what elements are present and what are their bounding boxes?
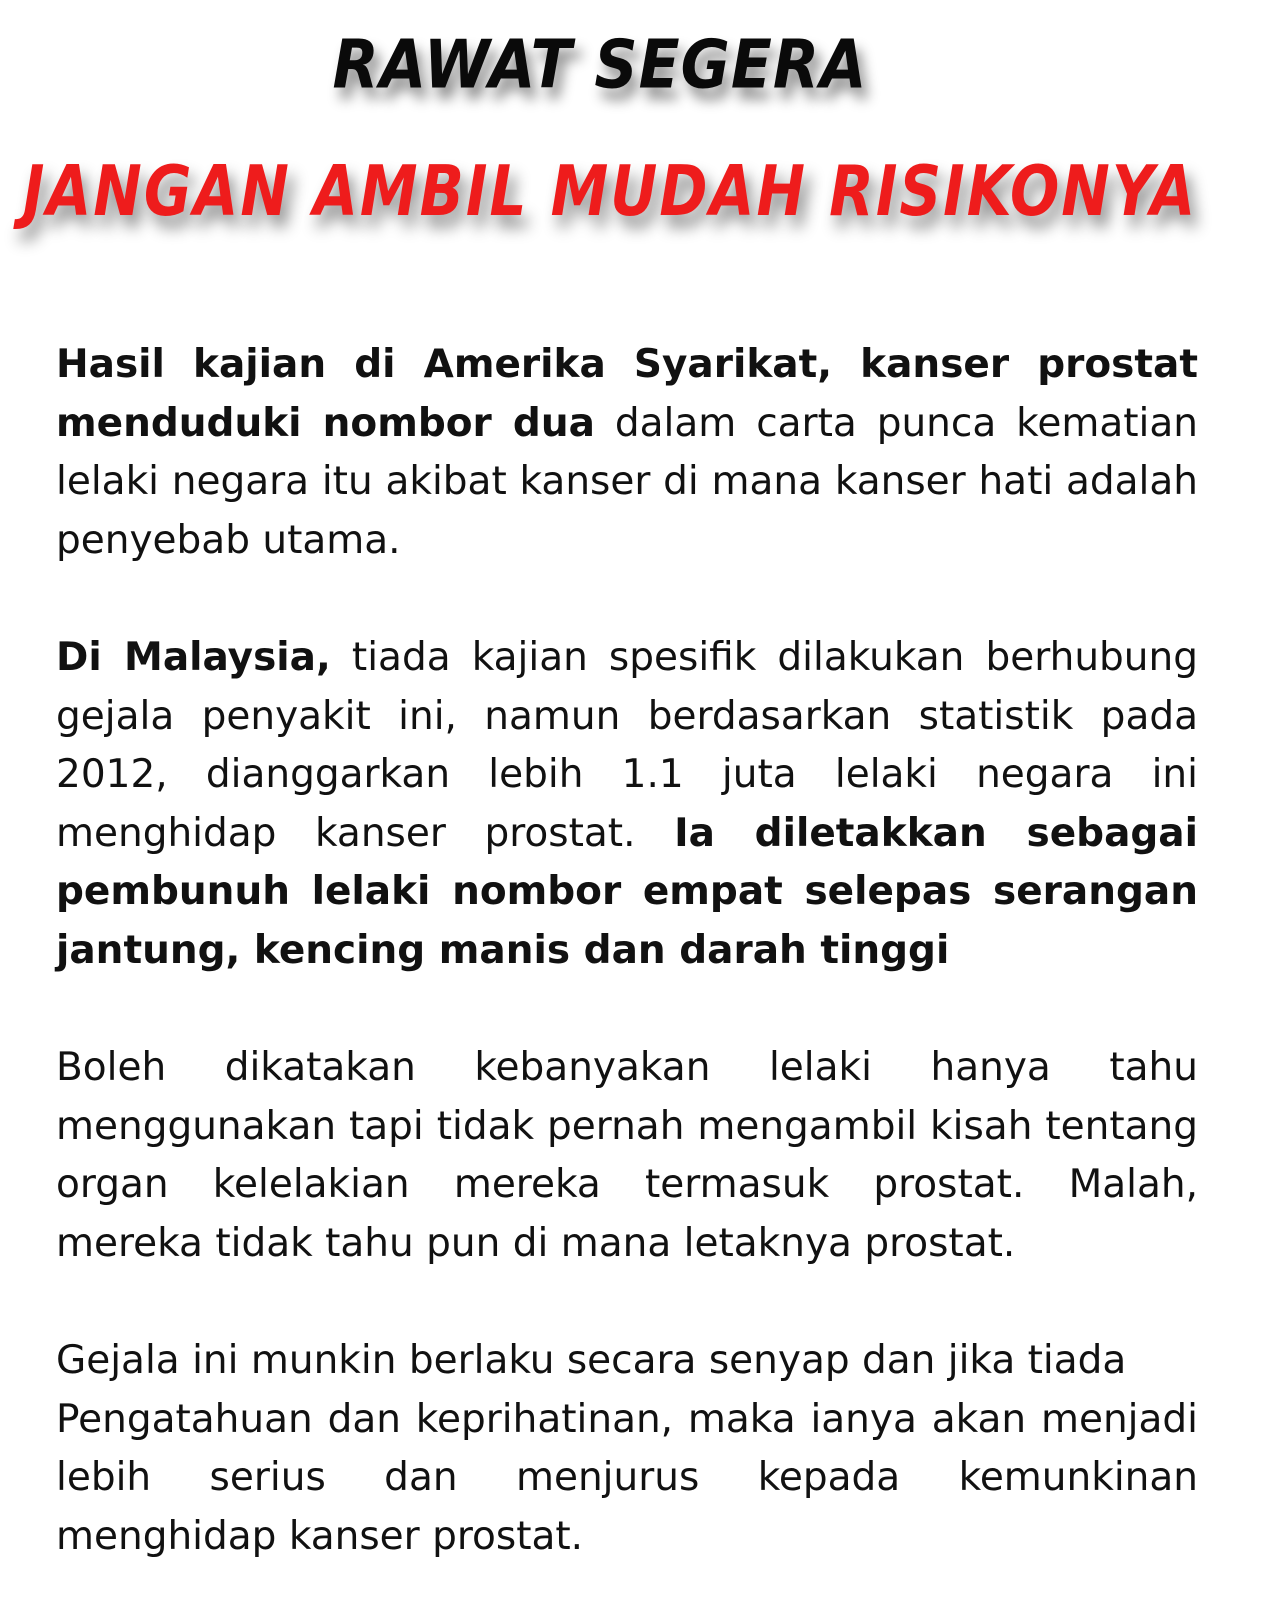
headline-primary: RAWAT SEGERA: [332, 26, 868, 105]
paragraph-us-study: [56, 336, 1198, 570]
paragraph-awareness-text: Boleh dikatakan kebanyakan lelaki hanya tahu menggunakan tapi tidak pernah mengambil kisah tentang organ kelelakian mereka termasuk prostat. Malah, mereka tidak tahu pun di mana letaknya prostat.: [56, 1045, 1198, 1266]
paragraph-symptoms-line-2: Pengatahuan dan keprihatinan, maka ianya akan menjadi: [56, 1396, 1198, 1442]
article-body: [56, 336, 1198, 1566]
headline-warning: JANGAN AMBIL MUDAH RISIKONYA: [22, 150, 1198, 232]
paragraph-symptoms-line-4: menghidap kanser prostat.: [56, 1513, 584, 1559]
paragraph-malaysia-bold-tail: Ia diletakkan sebagai pembunuh lelaki nombor empat selepas serangan jantung, kencing manis dan darah tinggi: [56, 810, 1198, 973]
paragraph-symptoms-line-3: lebih serius dan menjurus kepada kemunkinan: [56, 1455, 1198, 1500]
paragraph-us-study-bold: Hasil kajian di Amerika Syarikat, kanser prostat menduduki nombor dua: [56, 342, 1198, 446]
paragraph-malaysia-text: tiada kajian spesifik dilakukan berhubung gejala penyakit ini, namun berdasarkan statistik pada 2012, dianggarkan lebih 1.1 juta lelaki negara ini menghidap kanser prostat.: [56, 635, 1198, 856]
paragraph-symptoms-line-1: Gejala ini munkin berlaku secara senyap dan jika tiada: [56, 1338, 1127, 1383]
paragraph-malaysia: [56, 629, 1198, 980]
paragraph-awareness: [56, 1039, 1198, 1273]
paragraph-us-study-text: dalam carta punca kematian lelaki negara itu akibat kanser di mana kanser hati adalah penyebab utama.: [56, 400, 1198, 563]
paragraph-malaysia-bold-lead: Di Malaysia,: [56, 635, 331, 680]
paragraph-symptoms: [56, 1332, 1198, 1566]
